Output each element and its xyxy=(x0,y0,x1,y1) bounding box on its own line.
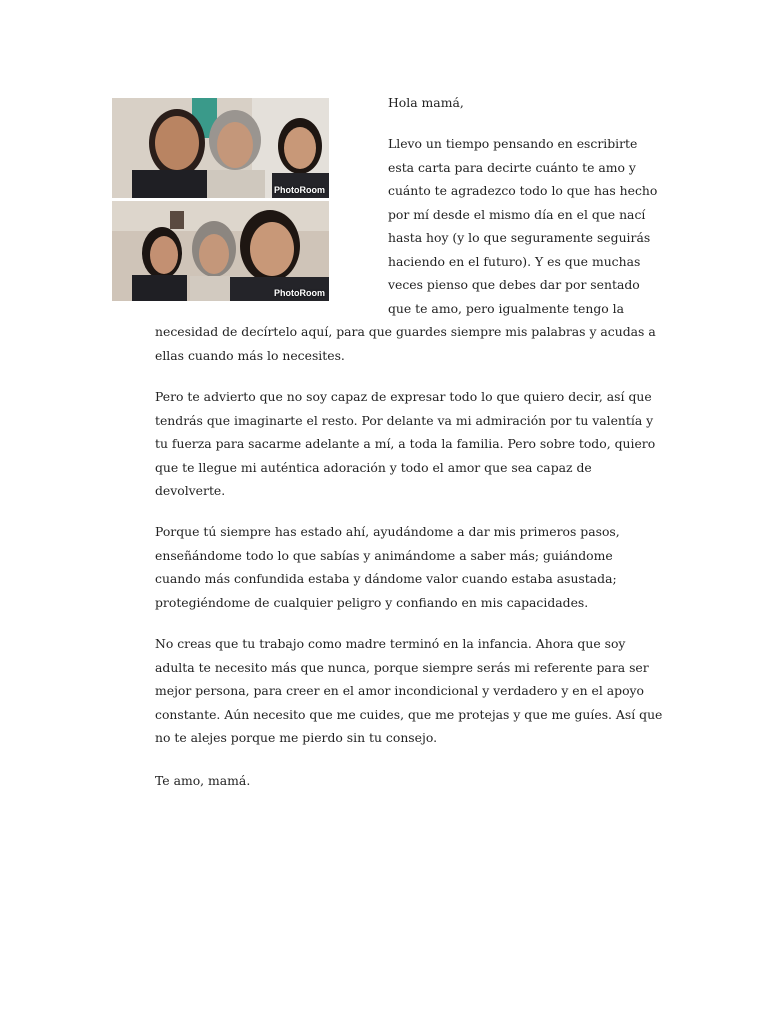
text-line: hasta hoy (y lo que seguramente seguirás xyxy=(388,230,651,245)
text-line: por mí desde el mismo día en el que nací xyxy=(388,206,646,222)
text-line: tu fuerza para sacarme adelante a mí, a toda la familia. Pero sobre todo, quiero xyxy=(155,436,656,451)
text-line: Pero te advierto que no soy capaz de expresar todo lo que quiero decir, así que xyxy=(155,389,652,404)
text-line: constante. Aún necesito que me cuides, que me protejas y que me guíes. Así que xyxy=(155,706,663,722)
text-line: mejor persona, para creer en el amor incondicional y verdadero y en el apoyo xyxy=(155,683,645,698)
text-line: cuánto te agradezco todo lo que has hecho xyxy=(388,183,658,198)
paragraph-2 xyxy=(155,385,655,503)
paragraph-4 xyxy=(155,632,662,750)
text-line: No creas que tu trabajo como madre terminó en la infancia. Ahora que soy xyxy=(155,636,626,651)
text-line: veces pienso que debes dar por sentado xyxy=(388,277,640,292)
text-line: ellas cuando más lo necesites. xyxy=(155,347,345,363)
text-line: que te amo, pero igualmente tengo la xyxy=(388,300,625,316)
text-line: no te alejes porque me pierdo sin tu consejo. xyxy=(155,730,438,745)
text-line: cuando más confundida estaba y dándome valor cuando estaba asustada; xyxy=(155,571,617,586)
paragraph-3 xyxy=(155,520,620,614)
text-line: devolverte. xyxy=(155,483,226,498)
text-line: enseñándome todo lo que sabías y animándome a saber más; guiándome xyxy=(155,547,613,563)
paragraph-intro-continued xyxy=(155,320,656,367)
text-line: necesidad de decírtelo aquí, para que guardes siempre mis palabras y acudas a xyxy=(155,324,656,339)
photoroom-watermark: PhotoRoom xyxy=(274,288,325,298)
text-line: adulta te necesito más que nunca, porque siempre serás mi referente para ser xyxy=(155,659,649,675)
photoroom-watermark: PhotoRoom xyxy=(274,185,325,195)
text-line: que te llegue mi auténtica adoración y todo el amor que sea capaz de xyxy=(155,459,592,475)
paragraph-intro xyxy=(388,132,657,320)
text-line: tendrás que imaginarte el resto. Por delante va mi admiración por tu valentía y xyxy=(155,412,654,428)
photo-collage xyxy=(112,98,329,301)
text-line: haciendo en el futuro). Y es que muchas xyxy=(388,253,641,269)
letter-closing: Te amo, mamá. xyxy=(155,773,251,788)
family-photo-top xyxy=(112,98,329,198)
text-line: Porque tú siempre has estado ahí, ayudándome a dar mis primeros pasos, xyxy=(155,524,620,539)
text-line: Llevo un tiempo pensando en escribirte xyxy=(388,136,638,151)
text-line: protegiéndome de cualquier peligro y confiando en mis capacidades. xyxy=(155,594,589,610)
family-photo-bottom xyxy=(112,201,329,301)
text-line: esta carta para decirte cuánto te amo y xyxy=(388,159,636,175)
letter-greeting: Hola mamá, xyxy=(388,95,464,110)
